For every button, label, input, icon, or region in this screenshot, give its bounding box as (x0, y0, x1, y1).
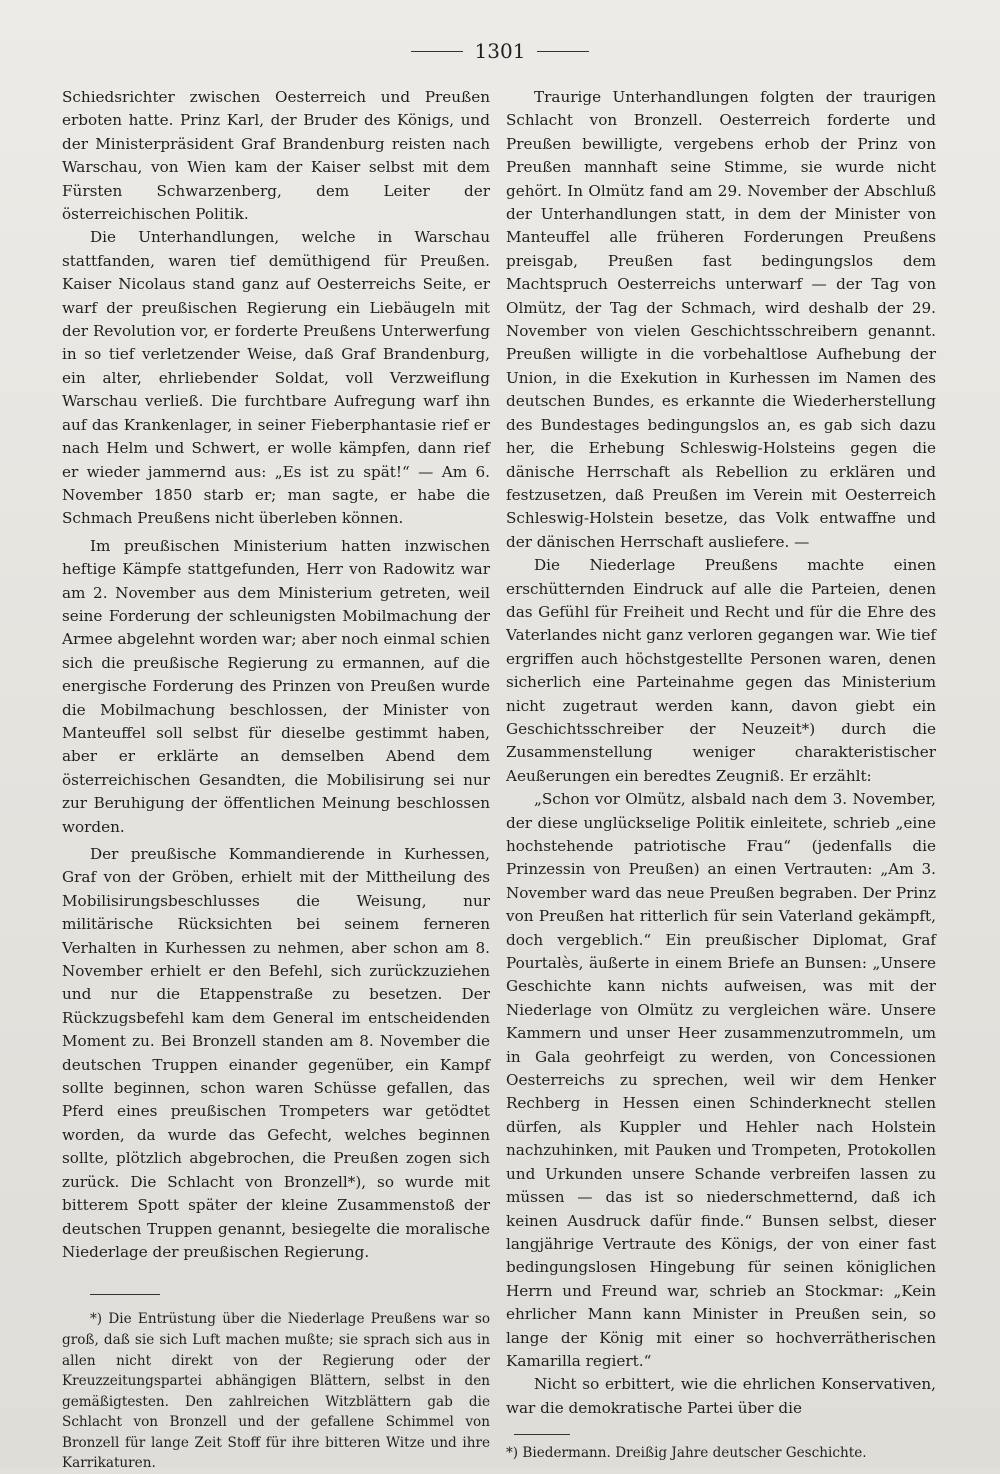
header-rule-left (411, 51, 463, 52)
page-header (0, 38, 1000, 64)
paragraph: Der preußische Kommandierende in Kurhessen, Graf von der Gröben, erhielt mit der Mittheilung des Mobilisirungsbeschlusses die Weisung, nur militärische Rücksichten bei seinem ferneren Verhalten in Kurhessen zu nehmen, aber schon am 8. November erhielt er den Befehl, sich zurückzuziehen und nur die Etappenstraße zu besetzen. Der Rückzugsbefehl kam dem General im entscheidenden Moment zu. Bei Bronzell standen am 8. November die deutschen Truppen einander gegenüber, ein Kampf sollte beginnen, schon waren Schüsse gefallen, das Pferd eines preußischen Trompeters war getödtet worden, da wurde das Gefecht, welches beginnen sollte, plötzlich abgebrochen, die Preußen zogen sich zurück. Die Schlacht von Bronzell*), so wurde mit bitterem Spott später der kleine Zusammenstoß der deutschen Truppen genannt, besiegelte die moralische Niederlage der preußischen Regierung. (62, 845, 490, 1261)
paragraph: Die Niederlage Preußens machte einen erschütternden Eindruck auf alle die Parteien, denen das Gefühl für Freiheit und Recht und für die Ehre des Vaterlandes nicht ganz verloren gegangen war. Wie tief ergriffen auch höchstgestellte Personen waren, denen sicherlich eine Parteinahme gegen das Ministerium nicht zugetraut werden kann, davon giebt ein Geschichtsschreiber der Neuzeit*) durch die Zusammenstellung weniger charakteristischer Aeußerungen ein beredtes Zeugniß. Er erzählt: (506, 556, 936, 785)
footnote: *) Biedermann. Dreißig Jahre deutscher Geschichte. (506, 1445, 867, 1462)
paragraph: Traurige Unterhandlungen folgten der traurigen Schlacht von Bronzell. Oesterreich forderte und Preußen bewilligte, vergebens erhob der Prinz von Preußen mannhaft seine Stimme, sie wurde nicht gehört. In Olmütz fand am 29. November der Abschluß der Unterhandlungen statt, in dem der Minister von Manteuffel alle früheren Forderungen Preußens preisgab, Preußen fast bedingungslos dem Machtspruch Oesterreichs unterwarf — der Tag von Olmütz, der Tag der Schmach, wird deshalb der 29. November von vielen Geschichtsschreibern genannt. Preußen willigte in die vorbehaltlose Aufhebung der Union, in die Exekution in Kurhessen im Namen des deutschen Bundes, es erkannte die Wiederherstellung des Bundestages bedingungslos an, es gab sich dazu her, die Erhebung Schleswig-Holsteins gegen die dänische Herrschaft als Rebellion zu erklären und festzusetzen, daß Preußen im Verein mit Oesterreich Schleswig-Holstein besetze, das Volk entwaffne und der dänischen Herrschaft ausliefere. — (506, 88, 936, 551)
paragraph: Schiedsrichter zwischen Oesterreich und Preußen erboten hatte. Prinz Karl, der Bruder des Königs, und der Ministerpräsident Graf Brandenburg reisten nach Warschau, von Wien kam der Kaiser selbst mit dem Fürsten Schwarzenberg, dem Leiter der österreichischen Politik. (62, 88, 490, 224)
right-column (506, 86, 936, 1464)
left-column (62, 86, 490, 1474)
paragraph: Im preußischen Ministerium hatten inzwischen heftige Kämpfe stattgefunden, Herr von Radowitz war am 2. November aus dem Ministerium getreten, weil seine Forderung der schleunigsten Mobilmachung der Armee abgelehnt worden war; aber noch einmal schien sich die preußische Regierung zu ermannen, auf die energische Forderung des Prinzen von Preußen wurde die Mobilmachung beschlossen, der Minister von Manteuffel soll selbst für dieselbe gestimmt haben, aber er erklärte an demselben Abend dem österreichischen Gesandten, die Mobilisirung sei nur zur Beruhigung der öffentlichen Meinung beschlossen worden. (62, 536, 490, 836)
footnote-rule (90, 1294, 160, 1295)
paragraph: Die Unterhandlungen, welche in Warschau stattfanden, waren tief demüthigend für Preußen. Kaiser Nicolaus stand ganz auf Oesterreichs Seite, er warf der preußischen Regierung ein Liebäugeln mit der Revolution vor, er forderte Preußens Unterwerfung in so tief verletzender Weise, daß Graf Brandenburg, ein alter, ehrliebender Soldat, voll Verzweiflung Warschau verließ. Die furchtbare Aufregung warf ihn auf das Krankenlager, in seiner Fieberphantasie rief er nach Helm und Schwert, er wolle kämpfen, dann rief er wieder jammernd aus: „Es ist zu spät!“ — Am 6. November 1850 starb er; man sagte, er habe die Schmach Preußens nicht überleben können. (62, 228, 490, 528)
footnote: *) Die Entrüstung über die Niederlage Preußens war so groß, daß sie sich Luft machen mußte; sie sprach sich aus in allen nicht direkt von der Regierung oder der Kreuzzeitungspartei abhängigen Blättern, selbst in den gemäßigtesten. Den zahlreichen Witzblättern gab die Schlacht von Bronzell und der gefallene Schimmel von Bronzell für lange Zeit Stoff für ihre bitteren Witze und ihre Karrikaturen. (62, 1311, 490, 1472)
footnote-rule (514, 1434, 570, 1435)
paragraph: „Schon vor Olmütz, alsbald nach dem 3. November, der diese unglückselige Politik einleitete, schrieb „eine hochstehende patriotische Frau“ (jedenfalls die Prinzessin von Preußen) an einen Vertrauten: „Am 3. November ward das neue Preußen begraben. Der Prinz von Preußen hat ritterlich für sein Vaterland gekämpft, doch vergeblich.“ Ein preußischer Diplomat, Graf Pourtalès, äußerte in einem Briefe an Bunsen: „Unsere Geschichte kann nichts aufweisen, was mit der Niederlage von Olmütz zu vergleichen wäre. Unsere Kammern und unser Heer zusammenzutrommeln, um in Gala geohrfeigt zu werden, von Concessionen Oesterreichs zu sprechen, weil wir dem Henker Rechberg in Hessen einen Schinderknecht stellen dürfen, als Kuppler und Hehler nach Holstein nachzuhinken, mit Pauken und Trompeten, Protokollen und Urkunden unsere Schande verbreifen lassen zu müssen — das ist so niederschmetternd, daß ich keinen Ausdruck dafür finde.“ Bunsen selbst, dieser langjährige Vertraute des Königs, der von einer fast bedingungslosen Hingebung für seinen königlichen Herrn und Freund war, schrieb an Stockmar: „Kein ehrlicher Mann kann Minister in Preußen sein, so lange der König mit einer so hochverrätherischen Kamarilla regiert.“ (506, 790, 936, 1370)
page-number: 1301 (474, 39, 526, 63)
header-rule-right (537, 51, 589, 52)
paragraph: Nicht so erbittert, wie die ehrlichen Konservativen, war die demokratische Partei über die (506, 1375, 936, 1417)
